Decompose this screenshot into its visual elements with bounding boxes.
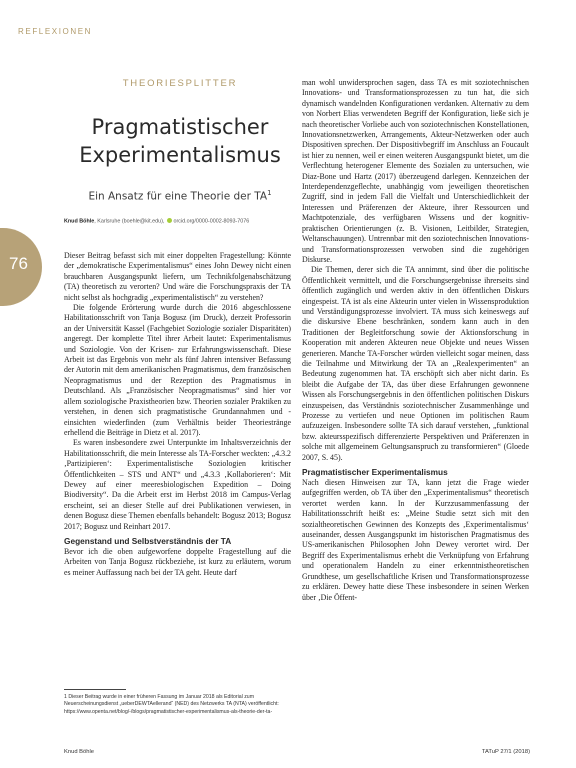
page-number: 76 <box>9 254 28 273</box>
article-subtitle <box>60 189 300 203</box>
subtitle-footnote-ref: 1 <box>267 189 272 197</box>
subtitle-text: Ein Ansatz für eine Theorie der TA <box>88 190 268 203</box>
title-line-2: Experimentalismus <box>79 143 281 167</box>
right-column <box>302 78 529 603</box>
paragraph: Es waren insbesondere zwei Unterpunkte im Inhaltsverzeichnis der Habilitationsschrift, die mein Interesse als TA-Forscher weckten: „4.3.2 ‚Partizipieren‘: Experimentalistische Soziologien kritischer Öffentlichkeiten – STS und ANT“ und „4.3.3 ‚Kollaborieren‘: Mit Dewey auf einer meeresbiologischen Expedition – Doing Biodiversity“. Da die Arbeit erst im Herbst 2018 im Campus-Verlag erscheint, sei an dieser Stelle auf drei Publikationen verwiesen, in denen Bogusz diese Themen ebenfalls behandelt: Bogusz 2013; Bogusz 2017; Bogusz und Reinhart 2017. <box>64 438 291 531</box>
title-line-1: Pragmatistischer <box>91 115 269 139</box>
section-heading: Gegenstand und Selbstverständnis der TA <box>64 535 232 546</box>
article-title <box>44 113 316 169</box>
footnote-divider <box>64 689 126 690</box>
paragraph: Die Themen, derer sich die TA annimmt, sind über die politische Öffentlichkeit vermittelt, und die Forschungsergebnisse ihrerseits sind öffentlich zugänglich und werden aktiv in den öffentlichen Diskurs eingespeist. TA ist als eine Akteurin unter vielen in Wissensproduktion und Verständigungsprozesse involviert. TA muss sich keineswegs auf die diskursive Ebene beschränken, sondern kann auch in den Traditionen der Begleitforschung sowie der Aktionsforschung in Kooperation mit anderen Akteuren neue Objekte und neues Wissen generieren. Manche TA-Forscher würden vielleicht sogar meinen, dass die Teilnahme und Mitwirkung der TA an „Realexperimenten“ an Bedeutung zugenommen hat. TA erschöpft sich aber nicht darin. Es bleibt die Aufgabe der TA, das über diese Erfahrungen gewonnene Wissen als Forschungsergebnis in den öffentlichen politischen Diskurs einzuspeisen, das Verständnis soziotechnischer Zusammenhänge und Prozesse zu vertiefen und neue Optionen im politischen Raum aufzuzeigen. Insbesondere sollte TA sich darauf verstehen, „funktional bzw. akteursspezifisch differenzierte Perspektiven und Präferenzen in solche mit allgemeinem Geltungsanspruch zu transformieren“ (Gloede 2007, S. 45). <box>302 265 529 462</box>
author-name: Knud Böhle <box>64 218 95 225</box>
footnote: 1 Dieser Beitrag wurde in einer früheren Fassung im Januar 2018 als Editorial zum Neuerscheinungsdienst „ueberDEWTAellerand“ (NED) des Netzwerks TA (NTA) veröffentlicht: https://www.openta.net/blog/-/blogs/pragmatistischer-experimentalismus-als-theorie-der-ta- <box>64 694 279 715</box>
left-column <box>64 251 291 578</box>
page-number-tab <box>0 228 42 306</box>
author-line <box>64 218 304 225</box>
paragraph: Nach diesen Hinweisen zur TA, kann jetzt die Frage wieder aufgegriffen werden, ob TA über den „Experimentalismus“ theoretisch verortet werden kann. In der Kurzzusammenfassung der Habilitationsschrift heißt es: „Meine Studie setzt sich mit den sozialtheoretischen Gewinnen des Konzepts des ‚Experimentalismus‘ auseinander, dessen Ausgangspunkt im historischen Pragmatismus des US-amerikanischen Philosophen John Dewey verortet wird. Der Begriff des Experimentalismus erhebt die Verknüpfung von Erfahrung und operationalem Handeln zu einer erkenntnistheoretischen Grundthese, um gesellschaftliche Krisen und Transformationsprozesse zu erklären. Dewey hatte diese These insbesondere in seinen Werken über ‚Die Öffent- <box>302 478 529 602</box>
footer-author: Knud Böhle <box>64 749 94 755</box>
section-label: REFLEXIONEN <box>18 27 93 36</box>
paragraph: Bevor ich die oben aufgeworfene doppelte Fragestellung auf die Arbeiten von Tanja Bogusz rückbeziehe, ist kurz zu erläutern, worum es meiner Auffassung nach bei der TA geht. Heute darf <box>64 546 291 577</box>
paragraph: Die folgende Erörterung wurde durch die 2016 abgeschlossene Habilitationsschrift von Tanja Bogusz (im Druck), derzeit Professorin an der Universität Kassel (Fachgebiet Soziologie sozialer Disparitäten) angeregt. Der komplette Titel ihrer Arbeit lautet: Experimentalismus und Soziologie. Von der Krisen- zur Erfahrungswissenschaft. Diese Arbeit ist das Ergebnis von mehr als fünf Jahren intensiver Befassung der Autorin mit dem amerikanischen Pragmatismus, dem französischen Neopragmatismus und der Rezeption des Pragmatismus in Deutschland. Als „Französischer Neopragmatismus“ sind hier vor allem soziologische Praxistheorien bzw. Theorien sozialer Praktiken zu verstehen, in denen sich pragmatistische Grundannahmen und -einsichten wiederfinden (zum Verhältnis beider Theoriestränge erhellend die Beiträge in Dietz et al. 2017). <box>64 303 291 437</box>
orcid-icon <box>167 218 172 223</box>
paragraph: Dieser Beitrag befasst sich mit einer doppelten Fragestellung: Könnte der „demokratische Experimentalismus“ eines John Dewey nicht einen brauchbaren Ausgangspunkt liefern, um Technikfolgenabschätzung (TA) theoretisch zu verorten? Und wäre die Forschungspraxis der TA nicht selbst als hochgradig „experimentalistisch“ zu verstehen? <box>64 251 291 302</box>
section-heading: Pragmatistischer Experimentalismus <box>302 467 448 478</box>
author-affiliation: , Karlsruhe (boehle@kit.edu), <box>94 218 165 225</box>
orcid-link[interactable]: orcid.org/0000-0002-8093-7076 <box>173 218 250 225</box>
footer-journal: TATuP 27/1 (2018) <box>481 749 530 755</box>
article-kicker: THEORIESPLITTER <box>122 78 238 89</box>
paragraph: man wohl unwidersprochen sagen, dass TA es mit soziotechnischen Innovations- und Transformationsprozessen zu tun hat, die sich dynamisch wandelnden Konfigurationen verdanken. Alternativ zu dem von Norbert Elias verwendeten Begriff der Konfiguration, ließe sich je nach theoretischer Vorliebe auch von soziotechnischen Konstellationen, Innovationsnetzwerken, Arrangements, Akteur-Netzwerken oder auch Dispositiven sprechen. Der Dispositivbegriff im Anschluss an Foucault ist hier zu nennen, weil er einen weiteren Ausgangspunkt bietet, um die Verflechtung heterogener Elemente des Sozialen zu untersuchen, wie Diaz-Bone und Hartz (2017) überzeugend darlegen. Kennzeichen der Interdependenzgeflechte, unabhängig vom jeweiligen theoretischen Zugriff, sind in jedem Fall die Vielfalt und Unterschiedlichkeit der Interessen und Präferenzen der Akteure, ihrer Ressourcen und Machtpotenziale, des verfügbaren Wissens und der kognitiv-praktischen Orientierungen (z. B. Visionen, Leitbilder, Strategien, Weltanschauungen). Untrennbar mit den soziotechnischen Innovations- und Transformationsprozessen verwoben sind die zugehörigen Diskurse. <box>302 78 529 264</box>
